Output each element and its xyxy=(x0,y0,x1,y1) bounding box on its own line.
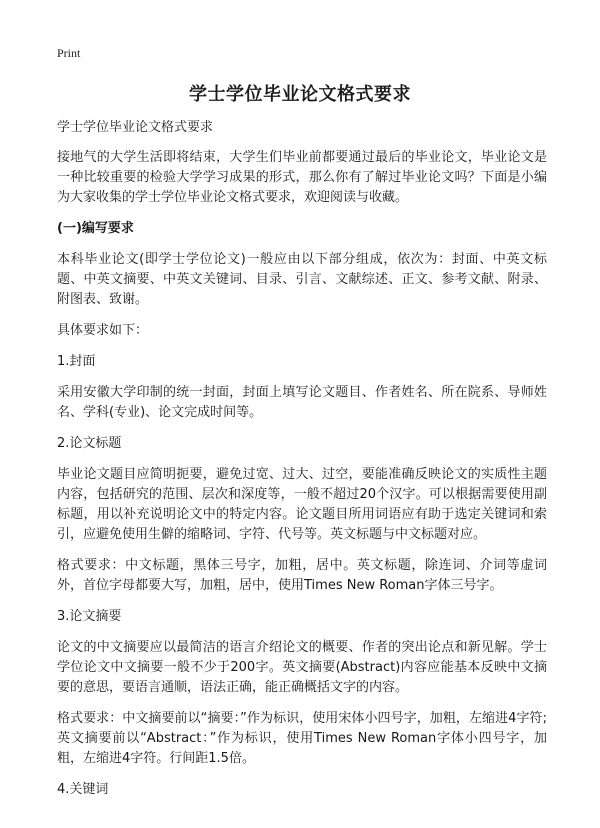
print-link[interactable]: Print xyxy=(57,46,81,60)
item-heading-abstract: 3.论文摘要 xyxy=(57,609,122,624)
item-heading-cover: 1.封面 xyxy=(57,354,96,369)
abstract-paragraph: 论文的中文摘要应以最简洁的语言介绍论文的概要、作者的突出论点和新见解。学士学位论文中文摘要一般不少于200字。英文摘要(Abstract)内容应能基本反映中文摘要的意思，要语言通顺，语法正确，能正确概括文字的内容。 xyxy=(57,640,547,695)
title-format-paragraph: 格式要求：中文标题，黑体三号字，加粗，居中。英文标题，除连词、介词等虚词外，首位字母都要大写，加粗，居中，使用Times New Roman字体三号字。 xyxy=(57,558,547,593)
article-subtitle: 学士学位毕业论文格式要求 xyxy=(57,120,214,135)
section-heading-writing-requirements: (一)编写要求 xyxy=(57,221,134,236)
item-heading-keywords: 4.关键词 xyxy=(57,782,109,797)
article-body xyxy=(57,118,547,811)
title-paragraph: 毕业论文题目应简明扼要，避免过宽、过大、过空，要能准确反映论文的实质性主题内容，包括研究的范围、层次和深度等，一般不超过20个汉字。可以根据需要使用副标题，用以补充说明论文中的特定内容。论文题目所用词语应有助于选定关键词和索引，应避免使用生僻的缩略词、字符、代号等。英文标题与中文标题对应。 xyxy=(57,467,547,542)
abstract-format-paragraph: 格式要求：中文摘要前以“摘要：”作为标识，使用宋体小四号字，加粗，左缩进4字符;英文摘要前以“Abstract：”作为标识，使用Times New Roman字体小四号字，加粗，左缩进4字符。行间距1.5倍。 xyxy=(57,711,547,766)
intro-paragraph: 接地气的大学生活即将结束，大学生们毕业前都要通过最后的毕业论文，毕业论文是一种比较重要的检验大学学习成果的形式，那么你有了解过毕业论文吗？下面是小编为大家收集的学士学位毕业论文格式要求，欢迎阅读与收藏。 xyxy=(57,150,547,205)
page-title: 学士学位毕业论文格式要求 xyxy=(189,84,411,105)
item-heading-title: 2.论文标题 xyxy=(57,436,122,451)
section-paragraph: 本科毕业论文(即学士学位论文)一般应由以下部分组成，依次为：封面、中英文标题、中英文摘要、中英文关键词、目录、引言、文献综述、正文、参考文献、附录、附图表、致谢。 xyxy=(57,252,547,307)
specific-requirements-label: 具体要求如下： xyxy=(57,323,149,338)
cover-paragraph: 采用安徽大学印制的统一封面，封面上填写论文题目、作者姓名、所在院系、导师姓名、学科(专业)、论文完成时间等。 xyxy=(57,385,547,420)
